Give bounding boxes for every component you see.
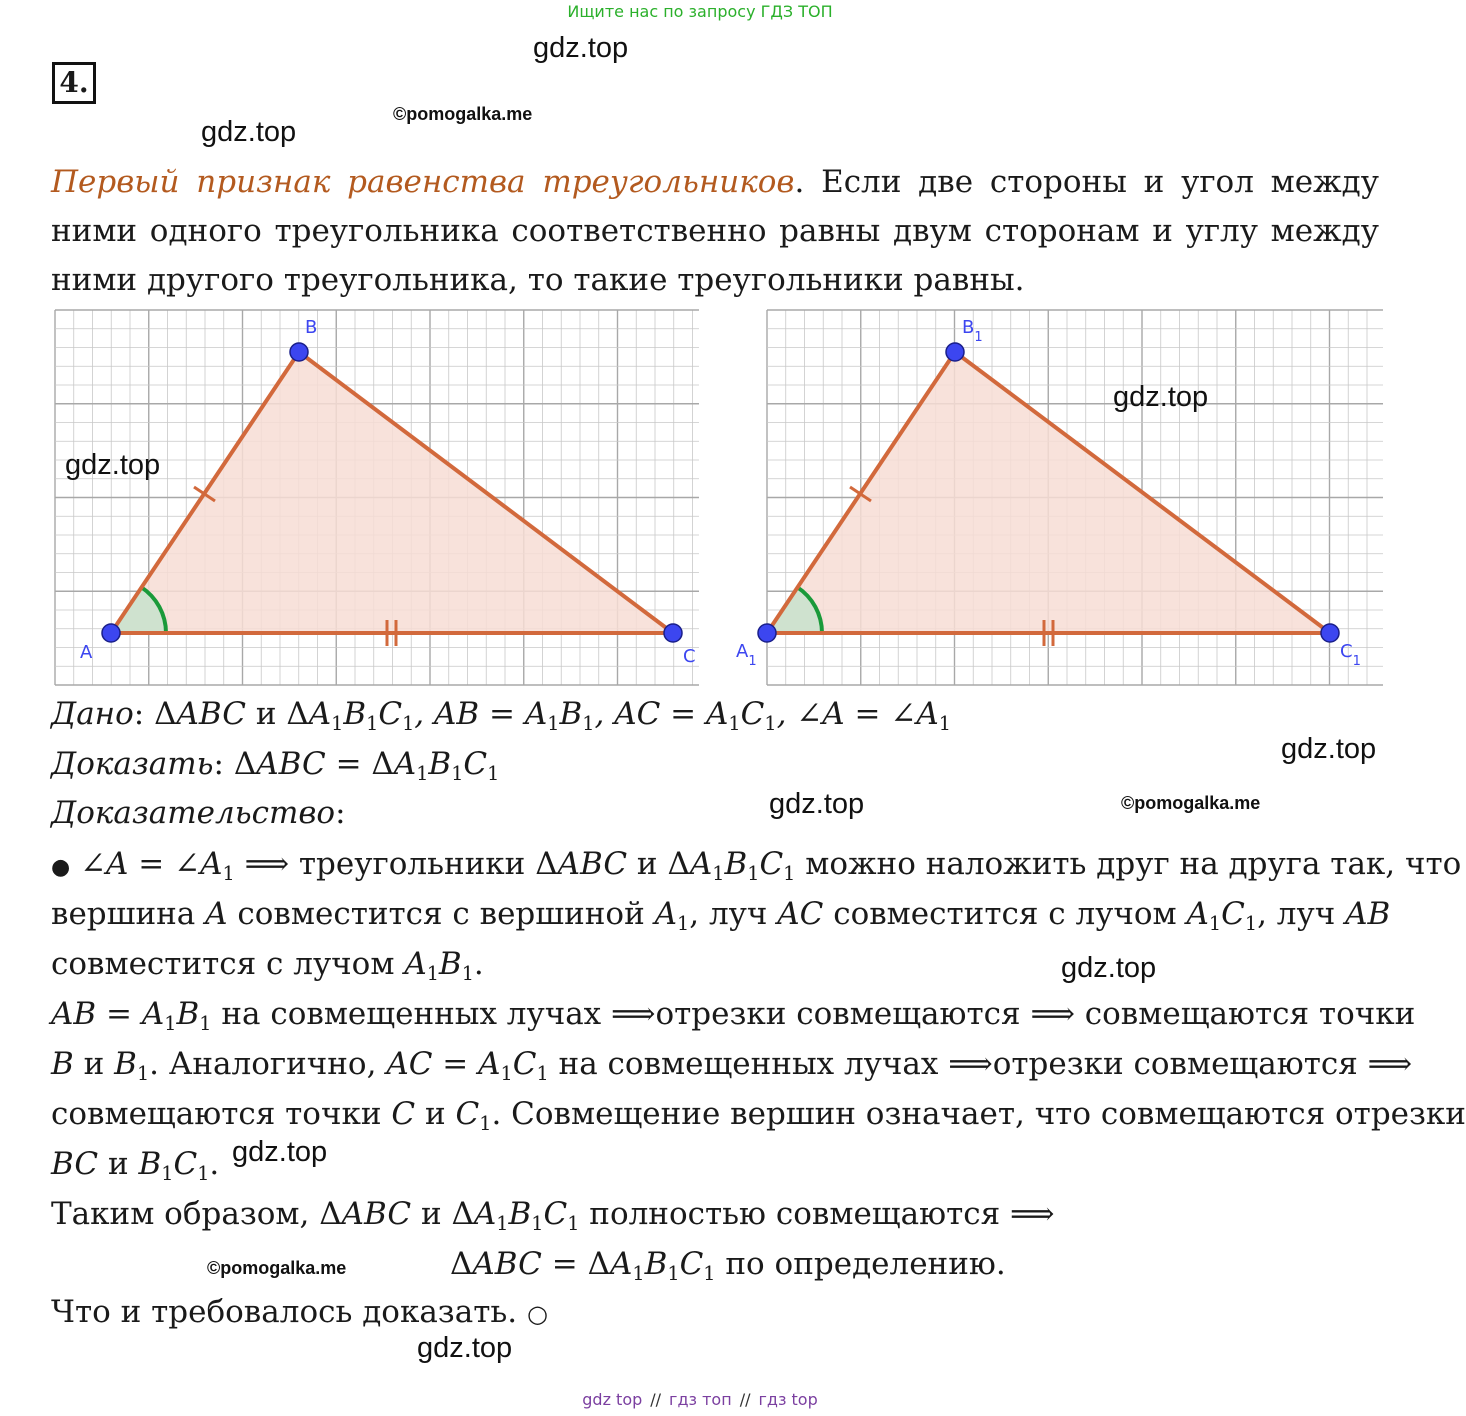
label-b: B: [305, 317, 318, 338]
triangle-abc: [80, 317, 696, 667]
label-a1: $A_1$: [736, 641, 757, 669]
point-b1: [946, 343, 964, 361]
watermark-gdz: gdz.top: [232, 1136, 328, 1168]
proof-line-4: AB = $A_1B_1$ на совмещенных лучах ⟹отрезки совмещаются ⟹ совмещаются точки: [51, 996, 1416, 1035]
footer-link[interactable]: гдз top: [758, 1390, 818, 1409]
watermark-pomogalka: ©pomogalka.me: [207, 1258, 347, 1278]
watermark-gdz: gdz.top: [201, 116, 297, 148]
point-a1: [758, 624, 776, 642]
label-c1: $C_1$: [1340, 641, 1361, 669]
prove-line: Доказать: $\Delta ABC = \Delta A_1B_1C_1$: [51, 746, 500, 785]
conclusion-line: $\Delta ABC = \Delta A_1B_1C_1$ по определению.: [450, 1246, 1006, 1285]
triangles-figure: [50, 305, 1385, 690]
watermark-gdz: gdz.top: [1113, 381, 1209, 413]
thus-line: Таким образом, ΔABC и $\Delta A_1B_1C_1$ полностью совмещаются ⟹: [51, 1196, 1055, 1235]
watermark-gdz: gdz.top: [533, 32, 629, 64]
proof-line-3: совместится с лучом $A_1B_1$.: [51, 946, 484, 985]
point-c: [664, 624, 682, 642]
proof-label: Доказательство: [51, 795, 336, 831]
watermark-gdz: gdz.top: [65, 449, 161, 481]
proof-heading: Доказательство:: [51, 795, 346, 831]
theorem-text: . Если две стороны и угол между ними одного треугольника соответственно равны двум сторонам и углу между ними другого треугольника, то такие треугольники равны.: [51, 164, 1379, 298]
theorem-name: Первый признак равенства треугольников: [51, 164, 795, 200]
top-hint[interactable]: Ищите нас по запросу ГДЗ ТОП: [567, 2, 833, 21]
problem-number: 4.: [52, 62, 96, 104]
proof-line-6: совмещаются точки C и $C_1$. Совмещение вершин означает, что совмещаются отрезки: [51, 1096, 1466, 1135]
label-b1: $B_1$: [962, 317, 983, 345]
footer-link[interactable]: gdz top: [582, 1390, 643, 1409]
footer-link[interactable]: гдз топ: [669, 1390, 732, 1409]
point-a: [102, 624, 120, 642]
prove-math: $\Delta ABC = \Delta A_1B_1C_1$: [233, 746, 500, 785]
bullet: ●: [51, 855, 71, 880]
watermark-gdz: gdz.top: [417, 1332, 513, 1364]
watermark-gdz: gdz.top: [769, 788, 865, 820]
qed-mark: ○: [526, 1300, 548, 1328]
watermark-pomogalka: ©pomogalka.me: [393, 104, 533, 124]
point-c1: [1321, 624, 1339, 642]
footer-links: gdz top // гдз топ // гдз top: [582, 1390, 818, 1409]
qed-line: Что и требовалось доказать. ○: [51, 1294, 548, 1330]
triangle-abc-fill: [111, 352, 673, 633]
proof-line-2: вершина A совместится с вершиной $A_1$, луч AC совместится с лучом $A_1C_1$, луч AB: [51, 896, 1391, 935]
proof-line-7: BC и $B_1C_1$.: [51, 1146, 220, 1185]
watermark-gdz: gdz.top: [1061, 952, 1157, 984]
proof-line-1: ● ∠A = $\angle A_1$ ⟹ треугольники ΔABC и $\Delta A_1B_1C_1$ можно наложить друг на друга так, что: [51, 846, 1462, 885]
watermark-pomogalka: ©pomogalka.me: [1121, 793, 1261, 813]
watermark-gdz: gdz.top: [1281, 733, 1377, 765]
proof-line-5: B и $B_1$. Аналогично, AC = $A_1C_1$ на совмещенных лучах ⟹отрезки совмещаются ⟹: [51, 1046, 1413, 1085]
given-label: Дано: [51, 696, 134, 732]
label-a: A: [80, 642, 93, 663]
given-math: ΔABC и $\Delta A_1B_1C_1$, AB = $A_1B_1$, AC = $A_1C_1$, ∠A = $\angle A_1$: [154, 696, 951, 735]
point-b: [290, 343, 308, 361]
theorem-paragraph: [51, 158, 1379, 305]
prove-label: Доказать: [51, 746, 214, 782]
label-c: C: [683, 646, 696, 667]
given-line: Дано: ΔABC и $\Delta A_1B_1C_1$, AB = $A_1B_1$, AC = $A_1C_1$, ∠A = $\angle A_1$: [51, 696, 951, 735]
